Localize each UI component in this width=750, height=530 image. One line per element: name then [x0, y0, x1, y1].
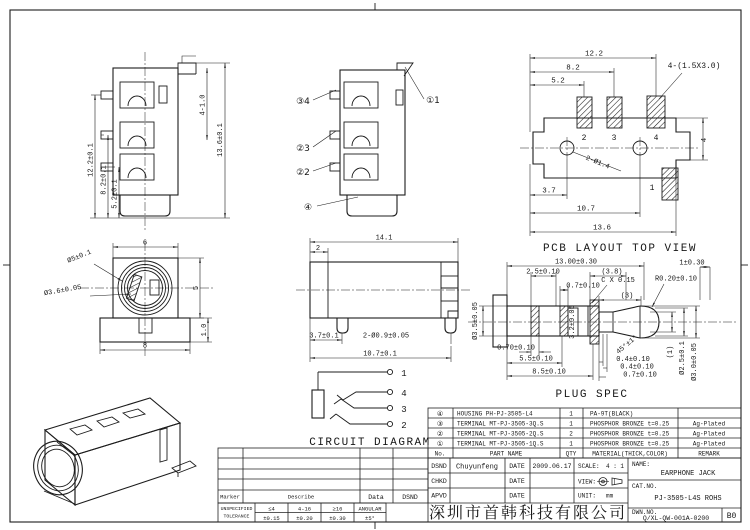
dim-label: 8.2±0.1 — [100, 165, 109, 195]
jack-barrel — [27, 435, 89, 501]
date-value: 2009.06.17 — [532, 463, 572, 470]
designer-name: Chuyunfeng — [455, 463, 499, 472]
dim-label: Ø3.0±0.05 — [691, 343, 699, 381]
part-no: ① — [436, 440, 444, 448]
dim-label: 1.0 — [201, 323, 209, 337]
dim-label: 4 — [701, 137, 709, 143]
tolerance-range: ≤4 — [268, 505, 275, 513]
dim-label: C X 0.15 — [601, 277, 635, 285]
dim-label: 12.2 — [584, 50, 604, 59]
dim-label: Ø3.5±0.05 — [472, 302, 480, 340]
dim-label: 2-Ø1.4 — [584, 154, 611, 172]
dim-label: 5.2 — [551, 77, 565, 86]
tolerance-value: ±0.30 — [329, 515, 346, 522]
tolerance-range: ANGULAR — [358, 505, 382, 513]
dim-label: 4-(1.5X3.0) — [667, 62, 721, 71]
tolerance-value: ±0.15 — [263, 515, 280, 522]
pad-number: 3 — [611, 134, 617, 143]
dim-label: (3.8) — [601, 268, 623, 277]
view-isometric — [27, 398, 196, 505]
part-qty: 2 — [569, 430, 573, 438]
dim-label: 8 — [142, 342, 148, 351]
dim-label: 2 — [315, 245, 321, 253]
part-material: PHOSPHOR BRONZE t=0.25 — [590, 430, 670, 438]
dim-label: 10.7±0.1 — [363, 350, 397, 359]
dim-label: 3.7 — [542, 187, 556, 196]
dim-label: 0.4±0.10 — [620, 363, 654, 372]
dim-label: 0.4±0.10 — [616, 356, 650, 364]
apvd-label: APVD — [431, 492, 447, 500]
chkd-label: CHKD — [431, 478, 447, 485]
marker-header: Marker — [220, 493, 240, 501]
view-caption: CIRCUIT DIAGRAM — [309, 437, 431, 449]
dsnd-label: DSND — [431, 463, 447, 470]
company-name: 深圳市首韩科技有限公司 — [428, 503, 628, 522]
scale-label: SCALE: — [578, 463, 600, 470]
part-remark: Ag-Plated — [692, 420, 726, 428]
view-caption: PLUG SPEC — [555, 389, 629, 401]
col-header: REMARK — [698, 450, 720, 458]
part-no: ④ — [436, 410, 444, 418]
part-material: PHOSPHOR BRONZE t=0.25 — [590, 420, 670, 428]
part-qty: 1 — [569, 420, 573, 428]
view-pcb-layout — [520, 51, 720, 256]
dwnno-value: Q/XL-QW-001A-0200 — [642, 515, 710, 522]
dim-label: 12.2±0.1 — [87, 143, 96, 177]
terminal-shapes — [101, 82, 154, 180]
dim-label: 0.7±0.10 — [566, 282, 600, 291]
col-header: MATERIAL(THICK,COLOR) — [592, 450, 668, 458]
title-block — [428, 458, 741, 522]
dim-label: 3.7±0.1 — [309, 332, 339, 341]
terminal-number: 1 — [401, 369, 407, 379]
view-plug-spec — [468, 259, 738, 402]
view-circuit-diagram — [309, 369, 431, 449]
dwnno-label: DWN.NO. — [632, 509, 658, 516]
col-header: No. — [434, 450, 446, 458]
scale-value: 4 : 1 — [606, 463, 625, 470]
dim-label: (3) — [620, 292, 634, 301]
catno-value: PJ-3505-L4S ROHS — [654, 495, 722, 503]
dim-label: 5.2±0.1 — [111, 179, 120, 209]
parts-table — [428, 408, 741, 458]
part-no: ② — [436, 430, 444, 438]
dim-label: 13.00±0.30 — [554, 258, 598, 267]
pad-number: 4 — [653, 134, 659, 143]
col-header: QTY — [565, 450, 577, 458]
part-material: PA-9T(BLACK) — [590, 410, 634, 418]
dim-label: R0.20±0.10 — [654, 275, 698, 284]
tolerance-title: UNSPECIFIED — [220, 507, 253, 512]
part-title: EARPHONE JACK — [660, 470, 716, 478]
part-name: HOUSING PH-PJ-3505-L4 — [457, 410, 533, 418]
dim-label: 13.6±0.1 — [217, 123, 225, 157]
dim-label: 8.5±0.10 — [532, 368, 566, 377]
revision-table — [218, 448, 428, 503]
part-qty: 1 — [569, 440, 573, 448]
unit-value: mm — [606, 492, 614, 500]
dim-label: 45°±1° — [615, 334, 640, 357]
dim-label: 8.2 — [566, 64, 580, 73]
terminal-number: 3 — [401, 405, 407, 415]
dim-label: 2.5±0.10 — [526, 268, 560, 277]
view-side-bottom — [296, 235, 472, 363]
terminal-number: 4 — [401, 389, 407, 399]
col-header: PART NAME — [489, 450, 523, 458]
dim-label: Ø2.5±0.1 — [679, 341, 687, 375]
view-label: VIEW: — [578, 478, 597, 486]
tolerance-range: ≥16 — [332, 505, 343, 513]
catno-label: CAT.NO. — [632, 483, 658, 490]
dim-label: 6 — [142, 239, 148, 248]
part-name: TERMINAL MT-PJ-3505-2Q.S — [457, 430, 544, 438]
tolerance-title: TOLERANCE — [223, 514, 250, 520]
third-angle-projection-icon — [597, 478, 622, 486]
part-material: PHOSPHOR BRONZE t=0.25 — [590, 440, 670, 448]
date-label: DATE — [509, 492, 525, 500]
revision-code: B0 — [726, 512, 737, 521]
dim-label: 5.5±0.10 — [519, 355, 553, 364]
describe-header: Describe — [287, 493, 315, 501]
pad-number: 1 — [649, 184, 655, 193]
part-no: ③ — [436, 420, 444, 428]
dim-label: 2-Ø0.9±0.05 — [362, 332, 410, 341]
part-remark: Ag-Plated — [692, 440, 726, 448]
terminal-shapes — [330, 82, 378, 180]
dim-label: 1±0.30 — [679, 259, 705, 268]
dim-label: 10.7 — [576, 205, 596, 214]
pad-number: 2 — [581, 134, 587, 143]
terminal-number: 2 — [401, 421, 407, 431]
dim-label: 5 — [193, 285, 201, 291]
tolerance-table — [218, 503, 386, 522]
callout-label: ②2 — [296, 168, 310, 178]
dim-label: (1) — [667, 345, 675, 359]
name-label: NAME: — [632, 461, 651, 468]
callout-label: ①1 — [426, 96, 440, 106]
callout-label: ③4 — [296, 97, 310, 107]
dim-label: 4-1.0 — [199, 94, 208, 116]
view-front — [43, 240, 213, 359]
dim-label: 3.2±0.05 — [569, 305, 577, 339]
data-header: Data — [368, 494, 384, 501]
dim-label: 0.70±0.10 — [497, 344, 535, 353]
dim-label: Ø5±0.1 — [66, 248, 93, 266]
part-name: TERMINAL MT-PJ-3505-1Q.S — [457, 440, 544, 448]
dsnd-header: DSND — [402, 494, 418, 501]
part-remark: Ag-Plated — [692, 430, 726, 438]
dim-label: 14.1 — [375, 234, 393, 243]
date-label: DATE — [509, 478, 525, 485]
dim-label: Ø3.6±0.05 — [43, 283, 83, 299]
view-side-left — [88, 52, 231, 230]
tolerance-value: ±5° — [365, 515, 375, 522]
tolerance-value: ±0.20 — [296, 515, 313, 522]
view-caption: PCB LAYOUT TOP VIEW — [543, 243, 697, 255]
view-side-middle — [296, 63, 440, 216]
date-label: DATE — [509, 463, 525, 470]
callout-label: ②3 — [296, 144, 310, 154]
dim-label: 0.7±0.10 — [623, 371, 657, 380]
part-qty: 1 — [569, 410, 573, 418]
tolerance-range: 4-16 — [297, 505, 312, 513]
part-name: TERMINAL MT-PJ-3505-3Q.S — [457, 420, 544, 428]
dim-label: 13.6 — [592, 224, 612, 233]
callout-label: ④ — [303, 203, 313, 213]
unit-label: UNIT: — [578, 492, 597, 500]
